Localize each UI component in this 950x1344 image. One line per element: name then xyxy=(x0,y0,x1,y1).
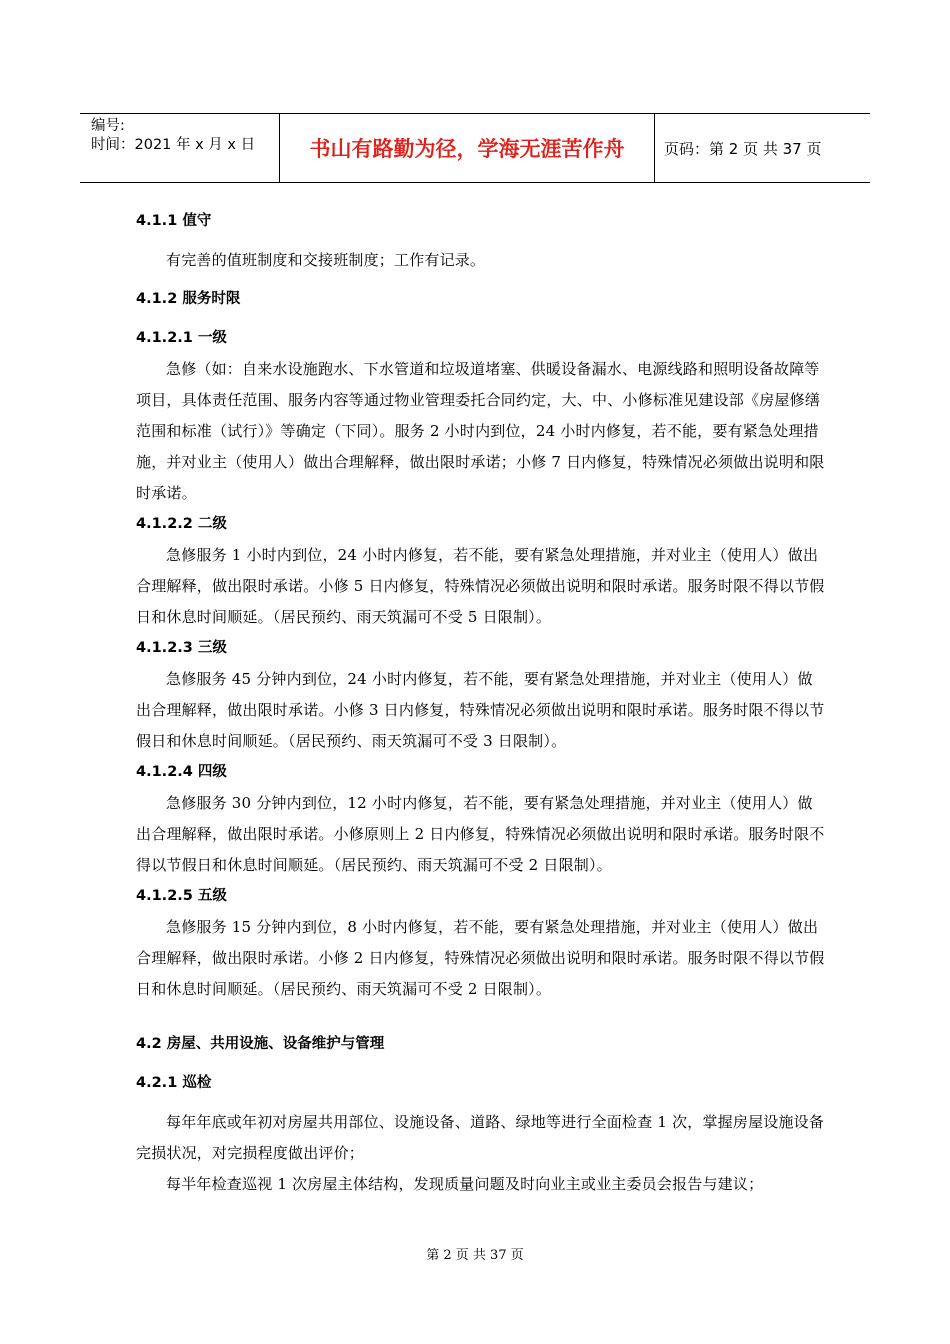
header-meta xyxy=(80,114,280,182)
section-heading-4-1-2-1: 4.1.2.1 一级 xyxy=(136,330,227,346)
section-heading-4-1-2: 4.1.2 服务时限 xyxy=(136,291,241,307)
paragraph-4-1-2-2: 急修服务 1 小时内到位，24 小时内修复，若不能，要有紧急处理措施，并对业主（使用人）做出合理解释，做出限时承诺。小修 5 日内修复，特殊情况必须做出说明和限时承诺。服务时限不得以节假日和休息时间顺延。（居民预约、雨天筑漏可不受 5 日限制）。 xyxy=(136,546,825,626)
section-heading-4-1-2-2: 4.1.2.2 二级 xyxy=(136,516,227,532)
section-heading-4-1-2-4: 4.1.2.4 四级 xyxy=(136,764,227,780)
section-heading-4-1-2-3: 4.1.2.3 三级 xyxy=(136,640,227,656)
paragraph-4-1-1: 有完善的值班制度和交接班制度；工作有记录。 xyxy=(166,251,486,269)
section-heading-4-1-2-5: 4.1.2.5 五级 xyxy=(136,888,227,904)
paragraph-4-1-2-5: 急修服务 15 分钟内到位，8 小时内修复，若不能，要有紧急处理措施，并对业主（使用人）做出合理解释，做出限时承诺。小修 2 日内修复，特殊情况必须做出说明和限时承诺。服务时限不得以节假日和休息时间顺延。（居民预约、雨天筑漏可不受 2 日限制）。 xyxy=(136,918,825,998)
header-motto: 书山有路勤为径，学海无涯苦作舟 xyxy=(280,114,655,182)
section-heading-4-1-1: 4.1.1 值守 xyxy=(136,213,212,229)
paragraph-4-1-2-3: 急修服务 45 分钟内到位，24 小时内修复，若不能，要有紧急处理措施，并对业主（使用人）做出合理解释，做出限时承诺。小修 3 日内修复，特殊情况必须做出说明和限时承诺。服务时限不得以节假日和休息时间顺延。（居民预约、雨天筑漏可不受 3 日限制）。 xyxy=(136,670,825,750)
document-time: 时间：2021 年 x 月 x 日 xyxy=(91,137,256,153)
document-number-label: 编号: xyxy=(91,118,125,134)
document-body xyxy=(136,206,826,1200)
page-footer: 第 2 页 共 37 页 xyxy=(426,1248,524,1263)
paragraph-4-1-2-1: 急修（如：自来水设施跑水、下水管道和垃圾道堵塞、供暖设备漏水、电源线路和照明设备故障等项目，具体责任范围、服务内容等通过物业管理委托合同约定，大、中、小修标准见建设部《房屋修缮范围和标准（试行）》等确定（下同）。服务 2 小时内到位，24 小时内修复，若不能，要有紧急处理措施，并对业主（使用人）做出合理解释，做出限时承诺；小修 7 日内修复，特殊情况必须做出说明和限时承诺。 xyxy=(136,360,825,502)
paragraph-4-2-1-a: 每年年底或年初对房屋共用部位、设施设备、道路、绿地等进行全面检查 1 次，掌握房屋设施设备完损状况，对完损程度做出评价； xyxy=(136,1113,825,1162)
paragraph-4-2-1-b: 每半年检查巡视 1 次房屋主体结构，发现质量问题及时向业主或业主委员会报告与建议； xyxy=(166,1175,764,1193)
header-page-info: 页码：第 2 页 共 37 页 xyxy=(664,139,822,158)
section-heading-4-2-1: 4.2.1 巡检 xyxy=(136,1075,212,1091)
paragraph-4-1-2-4: 急修服务 30 分钟内到位，12 小时内修复，若不能，要有紧急处理措施，并对业主（使用人）做出合理解释，做出限时承诺。小修原则上 2 日内修复，特殊情况必须做出说明和限时承诺。服务时限不得以节假日和休息时间顺延。（居民预约、雨天筑漏可不受 2 日限制）。 xyxy=(136,794,825,874)
section-heading-4-2: 4.2 房屋、共用设施、设备维护与管理 xyxy=(136,1036,385,1052)
page-header xyxy=(80,113,870,183)
